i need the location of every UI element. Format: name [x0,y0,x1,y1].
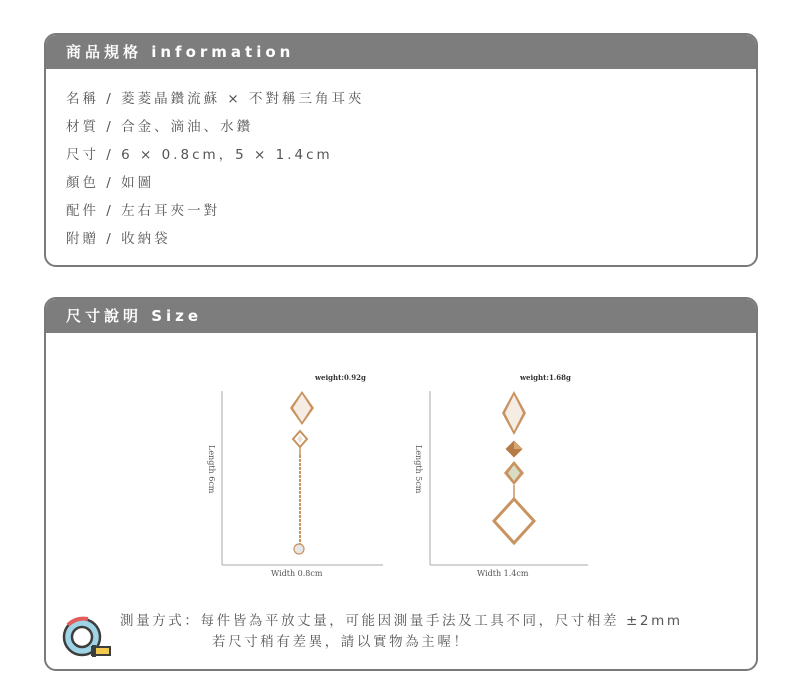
measuring-tape-icon [62,615,112,659]
left-crystal-drop [294,544,304,554]
measurement-note [62,611,752,661]
right-length-label: Length 5cm [414,445,423,494]
left-length-label: Length 6cm [207,445,216,494]
note-line-1: 測量方式：每件皆為平放丈量，可能因測量手法及工具不同，尺寸相差 ±2mm [120,613,683,629]
left-width-label: Width 0.8cm [271,569,323,578]
size-panel [44,297,758,671]
spec-material: 材質 / 合金、滴油、水鑽 [66,119,254,135]
right-enamel-diamond [502,391,526,435]
info-header: 商品規格 information [46,35,756,69]
spec-size: 尺寸 / 6 × 0.8cm，5 × 1.4cm [66,147,333,163]
right-weight-label: weight:1.68g [520,373,571,382]
spec-color: 顏色 / 如圖 [66,175,155,191]
right-gold-stud [506,441,523,458]
right-crystal-square [504,461,524,485]
size-header: 尺寸說明 Size [46,299,756,333]
product-info-panel [44,33,758,267]
spec-gift: 附贈 / 收納袋 [66,231,171,247]
right-open-diamond [494,499,534,543]
left-weight-label: weight:0.92g [315,373,366,382]
left-enamel-diamond [290,391,314,425]
earring-size-figure [46,333,756,603]
left-crystal-square [293,431,307,447]
note-line-2: 若尺寸稍有差異，請以實物為主喔！ [212,634,470,650]
note-text [120,611,683,653]
left-earring-diagram [207,373,383,578]
spec-name: 名稱 / 菱菱晶鑽流蘇 × 不對稱三角耳夾 [66,91,365,107]
spec-list [46,69,756,253]
right-width-label: Width 1.4cm [477,569,529,578]
right-earring-diagram [414,373,588,578]
spec-accessory: 配件 / 左右耳夾一對 [66,203,221,219]
